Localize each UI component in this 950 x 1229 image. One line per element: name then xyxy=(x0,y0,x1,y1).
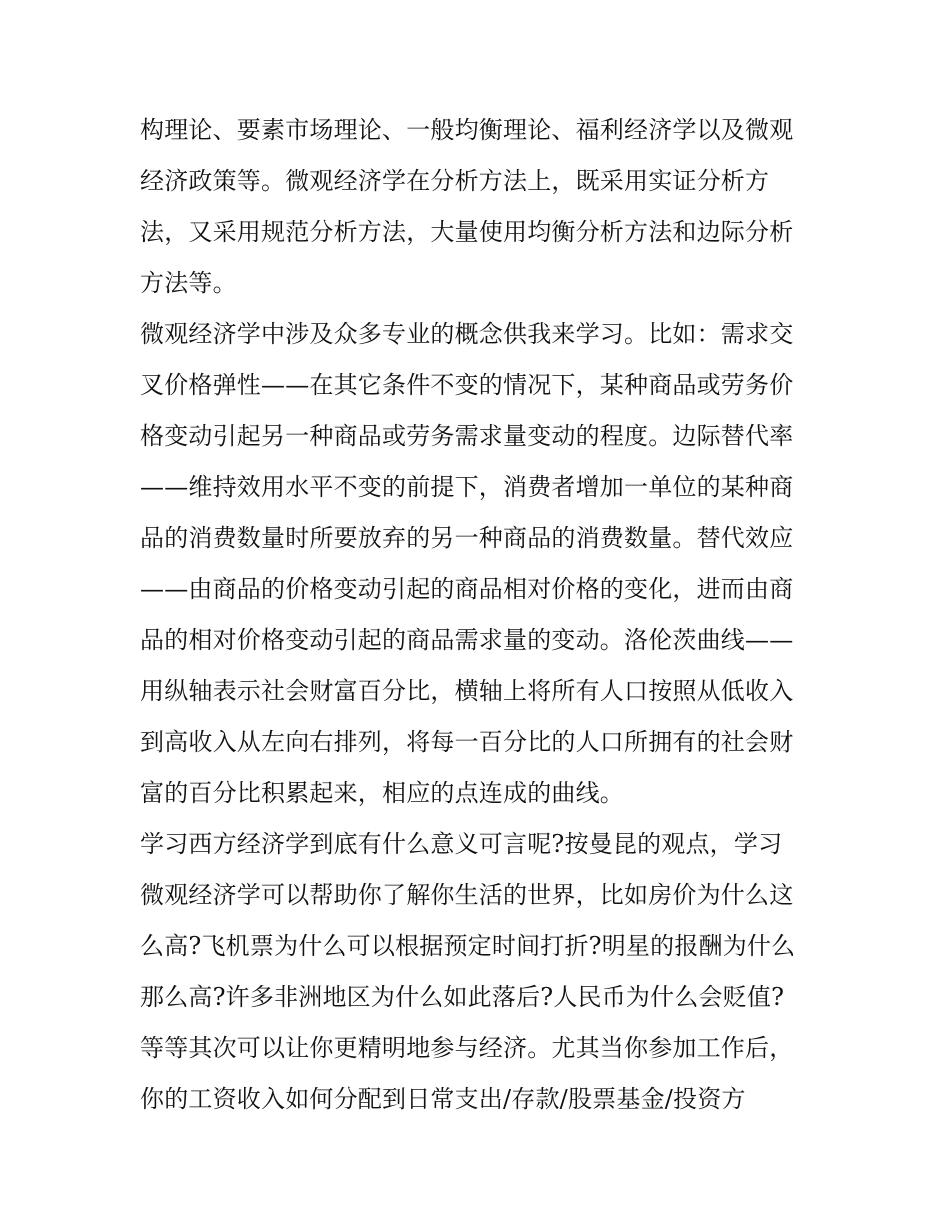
text-line: 品的消费数量时所要放弃的另一种商品的消费数量。替代效应 xyxy=(140,524,794,552)
text-line: 叉价格弹性——在其它条件不变的情况下，某种商品或劳务价 xyxy=(140,371,794,399)
text-line: 你的工资收入如何分配到日常支出/存款/股票基金/投资方 xyxy=(140,1085,746,1113)
text-line: 学习西方经济学到底有什么意义可言呢?按曼昆的观点，学习 xyxy=(140,830,783,858)
text-line: 到高收入从左向右排列，将每一百分比的人口所拥有的社会财 xyxy=(140,728,794,756)
text-line: 微观经济学中涉及众多专业的概念供我来学习。比如：需求交 xyxy=(140,320,794,348)
text-line: 方法等。 xyxy=(140,269,237,297)
text-line: ——由商品的价格变动引起的商品相对价格的变化，进而由商 xyxy=(140,575,794,603)
text-line: 构理论、要素市场理论、一般均衡理论、福利经济学以及微观 xyxy=(140,116,794,144)
text-line: 微观经济学可以帮助你了解你生活的世界，比如房价为什么这 xyxy=(140,881,794,909)
text-line: 品的相对价格变动引起的商品需求量的变动。洛伦茨曲线—— xyxy=(140,626,794,654)
text-line: 那么高?许多非洲地区为什么如此落后?人民币为什么会贬值? xyxy=(140,983,785,1011)
text-line: 格变动引起另一种商品或劳务需求量变动的程度。边际替代率 xyxy=(140,422,794,450)
text-line: 富的百分比积累起来，相应的点连成的曲线。 xyxy=(140,779,624,807)
text-line: 等等其次可以让你更精明地参与经济。尤其当你参加工作后， xyxy=(140,1034,794,1062)
text-line: 用纵轴表示社会财富百分比，横轴上将所有人口按照从低收入 xyxy=(140,677,794,705)
text-line: 么高?飞机票为什么可以根据预定时间打折?明星的报酬为什么 xyxy=(140,932,796,960)
text-line: 法，又采用规范分析方法，大量使用均衡分析方法和边际分析 xyxy=(140,218,794,246)
text-line: ——维持效用水平不变的前提下，消费者增加一单位的某种商 xyxy=(140,473,794,501)
text-line: 经济政策等。微观经济学在分析方法上，既采用实证分析方 xyxy=(140,167,770,195)
